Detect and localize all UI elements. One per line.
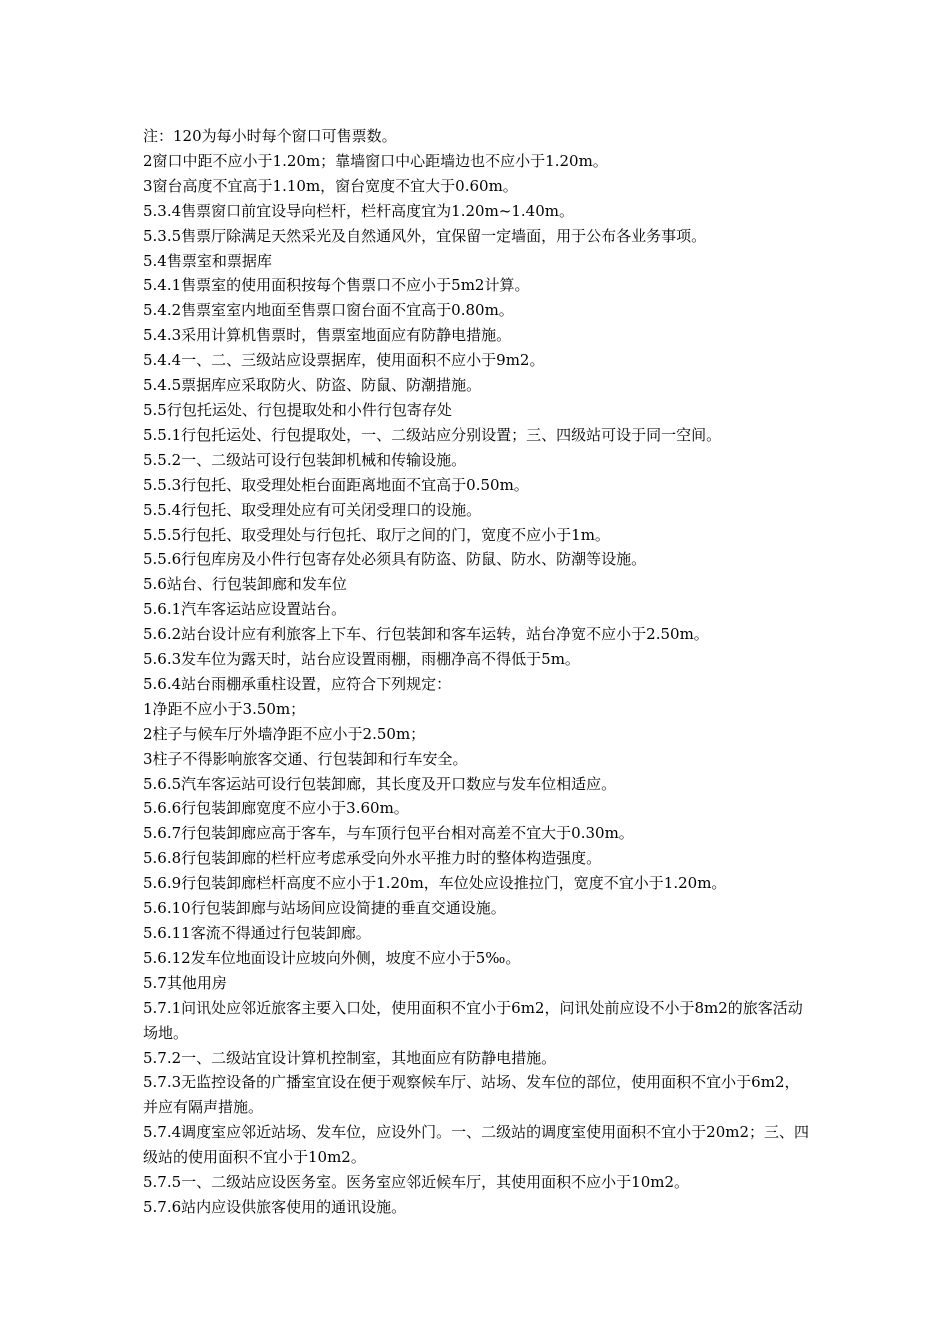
section-heading: 5.5行包托运处、行包提取处和小件行包寄存处 (143, 400, 452, 419)
text-line: 5.5.1行包托运处、行包提取处，一、二级站应分别设置；三、四级站可设于同一空间。 (143, 425, 722, 444)
text-line: 5.7.3无监控设备的广播室宜设在便于观察候车厅、站场、发车位的部位，使用面积不宜小于6m2，并应有隔声措施。 (143, 1073, 800, 1117)
text-line: 2柱子与候车厅外墙净距不应小于2.50m； (143, 724, 426, 743)
text-line: 5.3.4售票窗口前宜设导向栏杆，栏杆高度宜为1.20m~1.40m。 (143, 201, 574, 220)
text-line: 5.4.2售票室室内地面至售票口窗台面不宜高于0.80m。 (143, 301, 514, 320)
text-line: 5.5.4行包托、取受理处应有可关闭受理口的设施。 (143, 500, 482, 519)
section-heading: 5.6站台、行包装卸廊和发车位 (143, 575, 347, 594)
document-body (143, 124, 813, 1220)
text-line: 5.6.10行包装卸廊与站场间应设简捷的垂直交通设施。 (143, 899, 506, 918)
text-line: 5.6.4站台雨棚承重柱设置，应符合下列规定： (143, 674, 452, 693)
text-line: 5.7.5一、二级站应设医务室。医务室应邻近候车厅，其使用面积不应小于10m2。 (143, 1173, 690, 1192)
text-line: 5.6.1汽车客运站应设置站台。 (143, 600, 347, 619)
text-line: 5.5.6行包库房及小件行包寄存处必须具有防盗、防鼠、防水、防潮等设施。 (143, 550, 647, 569)
text-line: 5.6.12发车位地面设计应坡向外侧，坡度不应小于5‰。 (143, 948, 521, 967)
text-line: 5.4.4一、二、三级站应设票据库，使用面积不应小于9m2。 (143, 351, 545, 370)
text-line: 3柱子不得影响旅客交通、行包装卸和行车安全。 (143, 749, 468, 768)
text-line: 5.6.5汽车客运站可设行包装卸廊，其长度及开口数应与发车位相适应。 (143, 774, 617, 793)
text-line: 5.5.2一、二级站可设行包装卸机械和传输设施。 (143, 450, 467, 469)
text-line: 3窗台高度不宜高于1.10m，窗台宽度不宜大于0.60m。 (143, 176, 518, 195)
text-line: 2窗口中距不应小于1.20m；靠墙窗口中心距墙边也不应小于1.20m。 (143, 151, 608, 170)
section-heading: 5.7其他用房 (143, 973, 227, 992)
text-line: 5.6.8行包装卸廊的栏杆应考虑承受向外水平推力时的整体构造强度。 (143, 849, 602, 868)
text-line: 5.6.11客流不得通过行包装卸廊。 (143, 924, 371, 942)
text-line: 5.4.1售票室的使用面积按每个售票口不应小于5m2计算。 (143, 276, 530, 295)
text-line: 5.6.3发车位为露天时，站台应设置雨棚，雨棚净高不得低于5m。 (143, 650, 580, 669)
text-line: 5.6.2站台设计应有利旅客上下车、行包装卸和客车运转，站台净宽不应小于2.50m。 (143, 625, 709, 644)
text-line: 注：120为每小时每个窗口可售票数。 (143, 127, 397, 145)
text-line: 5.7.4调度室应邻近站场、发车位，应设外门。一、二级站的调度室使用面积不宜小于20m2；三、四级站的使用面积不宜小于10m2。 (143, 1123, 810, 1167)
text-line: 1净距不应小于3.50m； (143, 699, 306, 718)
text-line: 5.7.6站内应设供旅客使用的通讯设施。 (143, 1197, 407, 1216)
text-line: 5.6.6行包装卸廊宽度不应小于3.60m。 (143, 799, 409, 818)
text-line: 5.7.2一、二级站宜设计算机控制室，其地面应有防静电措施。 (143, 1048, 557, 1067)
text-line: 5.4.3采用计算机售票时，售票室地面应有防静电措施。 (143, 326, 512, 345)
text-line: 5.5.3行包托、取受理处柜台面距离地面不宜高于0.50m。 (143, 475, 529, 494)
text-line: 5.7.1问讯处应邻近旅客主要入口处，使用面积不宜小于6m2，问讯处前应设不小于8m2的旅客活动场地。 (143, 998, 803, 1042)
text-line: 5.6.7行包装卸廊应高于客车，与车顶行包平台相对高差不宜大于0.30m。 (143, 824, 634, 843)
text-line: 5.3.5售票厅除满足天然采光及自然通风外，宜保留一定墙面，用于公布各业务事项。 (143, 226, 707, 245)
text-line: 5.5.5行包托、取受理处与行包托、取厅之间的门，宽度不应小于1m。 (143, 525, 610, 544)
text-line: 5.6.9行包装卸廊栏杆高度不应小于1.20m，车位处应设推拉门，宽度不宜小于1.20m。 (143, 874, 727, 893)
text-line: 5.4.5票据库应采取防火、防盗、防鼠、防潮措施。 (143, 376, 482, 395)
section-heading: 5.4售票室和票据库 (143, 251, 272, 270)
